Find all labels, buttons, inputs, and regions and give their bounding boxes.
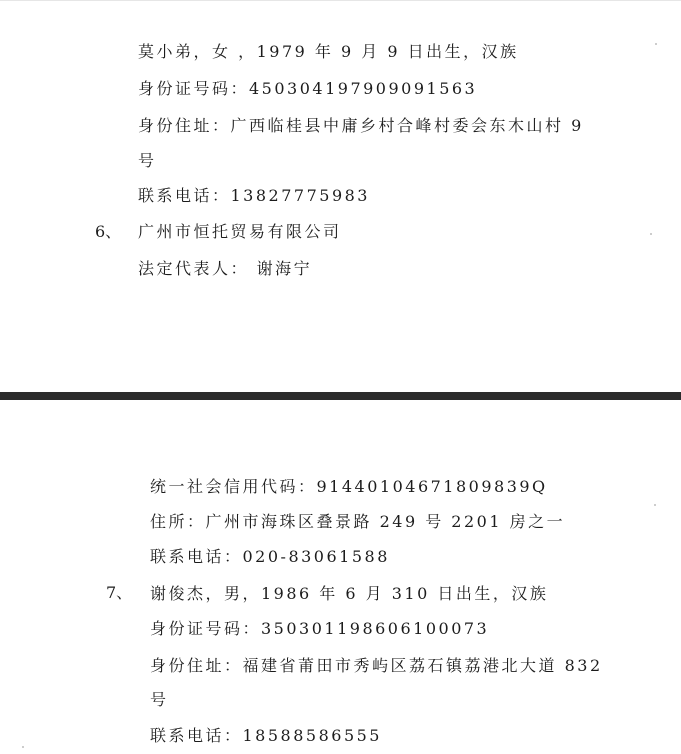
party-6-phone: 联系电话：020-83061588: [150, 547, 390, 566]
party-6-company-name: 广州市恒托贸易有限公司: [138, 222, 342, 241]
party-7-address-line-2: 号: [150, 690, 169, 709]
party-6-legal-representative: 法定代表人： 谢海宁: [138, 259, 313, 278]
document-page-bottom: [0, 400, 681, 754]
party-5-address-line-1: 身份住址：广西临桂县中庸乡村合峰村委会东木山村 9: [138, 116, 584, 135]
scan-speck: [650, 233, 652, 235]
party-7-number: 7、: [106, 583, 133, 602]
scan-speck: [654, 504, 656, 506]
party-5-name-line: 莫小弟，女 ，1979 年 9 月 9 日出生，汉族: [138, 42, 519, 61]
scan-speck: [655, 43, 657, 45]
party-5-id-number: 身份证号码：450304197909091563: [138, 79, 478, 98]
party-7-id-number: 身份证号码：350301198606100073: [150, 619, 490, 638]
party-6-credit-code: 统一社会信用代码：91440104671809839Q: [150, 477, 548, 496]
party-5-phone: 联系电话：13827775983: [138, 186, 370, 205]
scan-speck: [22, 746, 24, 748]
page-separator: [0, 392, 681, 400]
party-7-name-line: 谢俊杰，男，1986 年 6 月 310 日出生，汉族: [150, 584, 549, 603]
party-6-number: 6、: [95, 222, 122, 241]
party-5-address-line-2: 号: [138, 151, 157, 170]
party-7-address-line-1: 身份住址：福建省莆田市秀屿区荔石镇荔港北大道 832: [150, 656, 603, 675]
party-6-address: 住所：广州市海珠区叠景路 249 号 2201 房之一: [150, 512, 566, 531]
party-7-phone: 联系电话：18588586555: [150, 726, 382, 745]
